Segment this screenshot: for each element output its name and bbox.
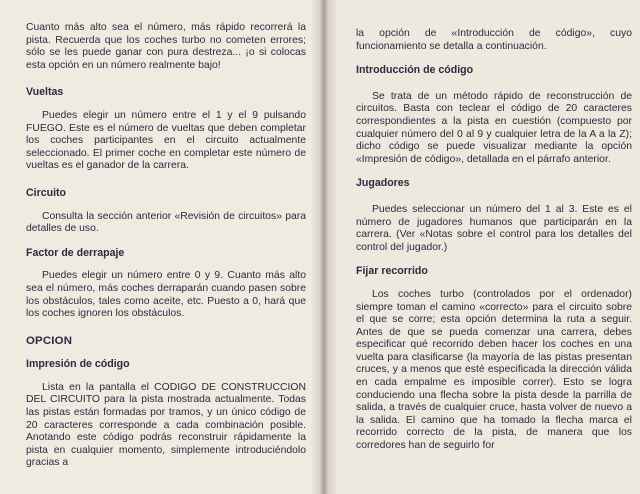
introduccion-paragraph: Se trata de un método rápido de reconstrucción de circuitos. Basta con teclear el código de 20 caracteres correspondientes a la pista en cuestión (compuesto por cualquier número del 0 al 9 y cualquier letra de la A a la Z); dicho código se puede visualizar mediante la opción «Impresión de código», detallada en el párrafo anterior. xyxy=(356,90,632,165)
right-page xyxy=(320,0,640,494)
fijar-heading: Fijar recorrido xyxy=(356,265,428,278)
derrapaje-heading: Factor de derrapaje xyxy=(26,246,125,259)
opcion-heading: OPCION xyxy=(26,334,73,347)
circuito-heading: Circuito xyxy=(26,186,67,199)
intro-paragraph: Cuanto más alto sea el número, más rápido recorrerá la pista. Recuerda que los coches turbo no cometen errores; sólo se les puede ganar con pura destreza... ¡o si colocas esta opción en un número realmente bajo! xyxy=(26,22,306,71)
book-gutter xyxy=(310,0,338,494)
jugadores-heading: Jugadores xyxy=(356,177,410,190)
derrapaje-paragraph: Puedes elegir un número entre 0 y 9. Cuanto más alto sea el número, más coches derraparán cuando pasen sobre los obstáculos, tales como aceite, etc. Puesto a 0, hará que los coches ignoren los obstáculos. xyxy=(26,270,306,320)
impresion-heading: Impresión de código xyxy=(26,358,130,371)
fijar-paragraph: Los coches turbo (controlados por el ordenador) siempre toman el camino «correcto» para el circuito sobre el que se corre; esta opción determina la ruta a seguir. Antes de que se pueda comenzar una carrera, debes especificar qué recorrido deben hacer los coches en una vuelta para clasificarse (la mayoría de las pistas presentan cruces, y a menos que esté especificada la dirección válida en cada empalme es imposible correr). Esto se logra conduciendo una flecha sobre la pista desde la parrilla de salida, a través de cualquier cruce, hasta volver de nuevo a la salida. El camino que ha tomado la flecha marca el recorrido correcto de la pista, de manera que los corredores han de seguirlo for xyxy=(356,288,632,452)
introduccion-heading: Introducción de código xyxy=(356,64,474,77)
vueltas-heading: Vueltas xyxy=(26,86,64,99)
continuation-paragraph: la opción de «Introducción de código», cuyo funcionamiento se detalla a continuación. xyxy=(356,28,632,52)
jugadores-paragraph: Puedes seleccionar un número del 1 al 3. Este es el número de jugadores humanos que participarán en la carrera. (Ver «Notas sobre el control para los detalles del control del jugador.) xyxy=(356,203,632,253)
circuito-paragraph: Consulta la sección anterior «Revisión de circuitos» para detalles de uso. xyxy=(26,210,306,235)
impresion-paragraph: Lista en la pantalla el CODIGO DE CONSTRUCCION DEL CIRCUITO para la pista mostrada actualmente. Todas las pistas están formadas por tramos, y un único código de 20 caracteres corresponde a cada combinación posible. Anotando este código podrás reconstruir rápidamente la pista en cualquier momento, simplemente introduciéndolo gracias a xyxy=(26,381,306,469)
vueltas-paragraph: Puedes elegir un número entre el 1 y el 9 pulsando FUEGO. Este es el número de vueltas que deben completar los coches participantes en el circuito actualmente seleccionado. El primer coche en completar este número de vueltas es el ganador de la carrera. xyxy=(26,109,306,172)
